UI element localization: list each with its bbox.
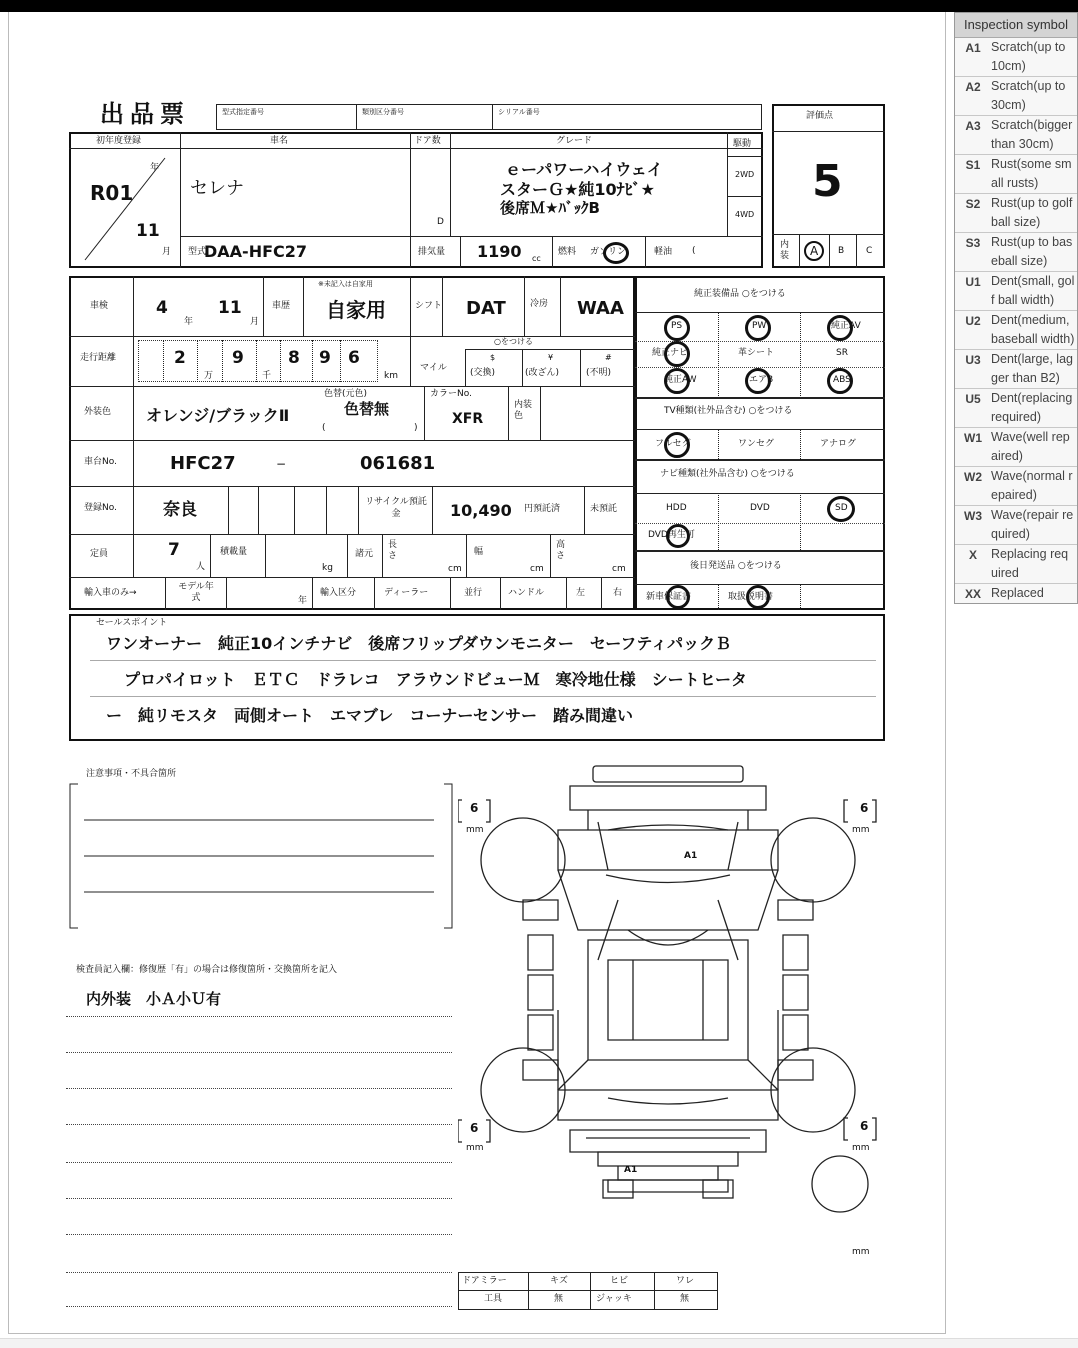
- sales-line-1: ワンオーナー 純正10インチナビ 後席フリップダウンモニター セーフティパックＢ: [106, 634, 732, 653]
- legend-desc: Rust(some small rusts): [991, 157, 1072, 190]
- model-year-unit: 年: [298, 596, 308, 606]
- legend-desc: Wave(well repaired): [991, 430, 1070, 463]
- legend-code: S2: [965, 197, 981, 211]
- equip-navi: 純正ナビ: [652, 348, 689, 358]
- tire-fl-unit: mm: [466, 825, 484, 835]
- equip-aw-circle: [664, 368, 690, 394]
- chassis-dash: −: [276, 457, 287, 471]
- equip-abs: ABS: [833, 375, 851, 385]
- later-manual-circle: [746, 585, 770, 609]
- legend-desc: Dent(replacing required): [991, 391, 1073, 424]
- inspector-value: 内外装 小Ａ小Ｕ有: [86, 990, 222, 1008]
- color-value: オレンジ/ブラックⅡ: [146, 406, 290, 425]
- fuel-gasoline: ガソリン: [590, 247, 627, 257]
- mile-label: マイル: [420, 363, 447, 373]
- inspection-label: 車検: [90, 301, 109, 311]
- chassis-label: 車台No.: [84, 457, 117, 467]
- usage-note: ※未記入は自家用: [318, 280, 373, 288]
- hdr-label-3: シリアル番号: [498, 108, 540, 116]
- eval-label: 評価点: [806, 111, 834, 121]
- recycle-paid: 円預託済: [524, 504, 561, 514]
- mileage-digit-5: 8: [288, 348, 300, 368]
- displacement-unit: cc: [532, 254, 541, 263]
- tools-h2: キズ: [550, 1276, 568, 1286]
- legend-row: [955, 194, 1077, 233]
- damage-mark-rear: A1: [624, 1165, 638, 1175]
- width-label: 幅: [474, 547, 484, 557]
- recycle-label: リサイクル預託金: [365, 497, 427, 519]
- legend-row: [955, 233, 1077, 272]
- car-name: セレナ: [190, 178, 244, 199]
- tools-v2: 無: [554, 1294, 564, 1304]
- grade-line-2: スターＧ★純10ﾅﾋﾞ★: [500, 180, 655, 199]
- aircon-value: WAA: [577, 298, 624, 319]
- tire-rl-unit: mm: [466, 1143, 484, 1153]
- tire-rr-unit: mm: [852, 1143, 870, 1153]
- mileage-digit-2: 2: [174, 348, 186, 368]
- equipment-header: 純正装備品 ○をつける: [694, 289, 786, 299]
- fuel-diesel: 軽油: [654, 247, 673, 257]
- equip-abs-circle: [827, 368, 853, 394]
- mileage-label: 走行距離: [80, 353, 117, 363]
- legend-row: [955, 545, 1077, 584]
- tools-h3: ヒビ: [610, 1276, 629, 1286]
- legend-code: S1: [965, 158, 981, 172]
- aircon-label: 冷房: [530, 299, 549, 309]
- inspector-label: 検査員記入欄：修復歴「有」の場合は修復箇所・交換箇所を記入: [76, 965, 338, 975]
- mile-opt-3: (不明): [586, 368, 612, 378]
- legend-desc: Scratch(up to 10cm): [991, 40, 1066, 73]
- notes-bracket: [66, 776, 456, 936]
- length-label: 長さ: [388, 540, 398, 561]
- equip-ps-circle: [664, 315, 690, 341]
- length-unit: cm: [448, 564, 462, 574]
- legend-desc: Replaced: [991, 586, 1044, 600]
- legend-code: A2: [965, 80, 981, 94]
- dims-label: 諸元: [355, 549, 374, 559]
- tv-fullseg: フルセグ: [655, 439, 691, 449]
- displacement-value: 1190: [477, 242, 522, 261]
- spare-tire-unit: mm: [852, 1247, 870, 1257]
- tools-v4: 無: [680, 1294, 690, 1304]
- reg-year-unit: 年: [150, 163, 160, 173]
- header-boxes: [216, 104, 762, 130]
- tire-rl: 6: [470, 1121, 479, 1135]
- reg-diagonal: [70, 150, 180, 266]
- legend-desc: Dent(large, lagger than B2): [991, 352, 1073, 385]
- navi-dvd: DVD: [750, 503, 770, 513]
- door-label: ドア数: [414, 136, 441, 146]
- equip-leather: 革シート: [738, 348, 775, 358]
- mileage-digit-3: 9: [232, 348, 244, 368]
- mileage-man: 万: [204, 371, 214, 381]
- later-warranty-circle: [666, 585, 690, 609]
- mile-opt-2: (改ざん): [525, 368, 560, 378]
- equip-airbag-circle: [745, 368, 774, 394]
- int-grade-c: C: [866, 246, 873, 256]
- legend-code: U5: [965, 392, 981, 406]
- legend-row: [955, 38, 1077, 77]
- legend-row: [955, 116, 1077, 155]
- mile-opt-2-sym: ¥: [548, 353, 554, 362]
- car-diagram: [458, 760, 888, 1220]
- hdr-label-2: 類別区分番号: [362, 108, 404, 116]
- color-change-label: 色替(元色): [324, 389, 368, 399]
- legend-row: [955, 350, 1077, 389]
- mile-opt-header: ○をつける: [494, 337, 533, 346]
- tools-v1: 工具: [484, 1294, 503, 1304]
- legend-desc: Wave(normal repaired): [991, 469, 1073, 502]
- legend-title: Inspection symbol: [955, 13, 1077, 38]
- color-change-value: 色替無: [344, 400, 390, 418]
- fuel-circle: [603, 242, 629, 264]
- legend-desc: Rust(up to baseball size): [991, 235, 1073, 268]
- mileage-digit-7: 6: [348, 348, 360, 368]
- reg-month: 11: [136, 221, 160, 241]
- damage-mark-front: A1: [684, 851, 698, 861]
- score-value: 5: [812, 156, 843, 207]
- equip-pw-circle: [745, 315, 771, 341]
- navi-dvd-play-circle: [666, 524, 690, 548]
- legend-code: W3: [964, 509, 982, 523]
- plate-label: 登録No.: [84, 503, 117, 513]
- import-dealer: ディーラー: [384, 588, 429, 598]
- plate-value: 奈良: [163, 500, 197, 520]
- legend-code: U3: [965, 353, 981, 367]
- int-grade-a-circle: [804, 241, 824, 261]
- legend-code: X: [968, 548, 977, 562]
- height-unit: cm: [612, 564, 626, 574]
- bottom-edge: [0, 1338, 1078, 1348]
- drive-4wd: 4WD: [735, 210, 755, 219]
- equip-aw: 純正AW: [664, 375, 697, 385]
- navi-sd: SD: [835, 503, 848, 513]
- inspection-year-unit: 年: [184, 317, 194, 327]
- capacity-label: 定員: [90, 549, 109, 559]
- int-grade-b: B: [838, 246, 845, 256]
- sheet-title: 出品票: [100, 100, 190, 128]
- usage-value: 自家用: [326, 298, 386, 322]
- load-label: 積載量: [220, 547, 248, 557]
- inspection-month-unit: 月: [250, 317, 260, 327]
- navi-dvd-play: DVD再生可: [648, 530, 695, 540]
- navi-hdd: HDD: [666, 503, 687, 513]
- equip-av: 純正AV: [831, 321, 861, 331]
- displacement-label: 排気量: [418, 247, 446, 257]
- legend-row: [955, 311, 1077, 350]
- sales-line-3: ー 純リモスタ 両側オート エマブレ コーナーセンサー 踏み間違い: [106, 706, 634, 725]
- tv-fullseg-circle: [664, 432, 690, 458]
- color-label: 外装色: [84, 407, 112, 417]
- mileage-unit: km: [384, 371, 398, 381]
- recycle-unpaid: 未預託: [590, 504, 618, 514]
- capacity-value: 7: [168, 540, 180, 560]
- tools-h1: ドアミラー: [462, 1276, 507, 1286]
- later-warranty: 新車保証書: [646, 592, 692, 602]
- legend-row: [955, 155, 1077, 194]
- load-unit: kg: [322, 563, 333, 573]
- tire-fr-unit: mm: [852, 825, 870, 835]
- import-parallel: 並行: [464, 588, 483, 598]
- equip-av-circle: [827, 315, 853, 341]
- mile-opt-1-sym: $: [490, 353, 496, 362]
- equip-navi-circle: [664, 341, 690, 367]
- color-paren-close: ): [414, 423, 418, 433]
- later-header: 後日発送品 ○をつける: [690, 561, 782, 571]
- mile-opt-3-sym: #: [605, 353, 612, 362]
- width-unit: cm: [530, 564, 544, 574]
- tools-h4: ワレ: [676, 1276, 695, 1286]
- sales-line-2: プロパイロット ＥＴＣ ドラレコ アラウンドビューＭ 寒冷地仕様 シートヒータ: [124, 670, 748, 689]
- legend-desc: Scratch(bigger than 30cm): [991, 118, 1073, 151]
- grade-line-3: 後席Ｍ★ﾊﾞｯｸB: [500, 199, 600, 217]
- height-label: 高さ: [556, 540, 566, 561]
- int-grade-a: A: [810, 244, 819, 258]
- equip-pw: PW: [752, 321, 767, 331]
- legend-row: [955, 272, 1077, 311]
- hdr-label-1: 型式指定番号: [222, 108, 264, 116]
- legend-row: [955, 467, 1077, 506]
- capacity-unit: 人: [196, 562, 206, 572]
- legend-desc: Wave(repair required): [991, 508, 1074, 541]
- fuel-label: 燃料: [558, 247, 577, 257]
- handle-right: 右: [613, 588, 623, 598]
- tools-v3: ジャッキ: [596, 1294, 632, 1304]
- car-name-label: 車名: [270, 136, 289, 146]
- fuel-paren: (: [692, 246, 696, 256]
- handle-label: ハンドル: [508, 588, 545, 598]
- legend-row: [955, 389, 1077, 428]
- mile-opt-1: (交換): [470, 368, 496, 378]
- tv-header: TV種類(社外品含む) ○をつける: [664, 406, 793, 416]
- color-code-label: カラーNo.: [430, 389, 472, 399]
- import-type-label: 輸入区分: [320, 588, 357, 598]
- inspection-symbol-legend: [954, 12, 1078, 604]
- tire-fl: 6: [470, 801, 479, 815]
- interior-grade-label: 内装: [780, 240, 790, 261]
- legend-desc: Dent(medium, baseball width): [991, 313, 1075, 346]
- legend-code: A1: [965, 41, 981, 55]
- tire-rr: 6: [860, 1119, 869, 1133]
- mileage-digit-6: 9: [319, 348, 331, 368]
- tire-fr: 6: [860, 801, 869, 815]
- legend-row: [955, 77, 1077, 116]
- door-type: D: [437, 217, 444, 227]
- color-code: XFR: [452, 411, 484, 427]
- reg-month-unit: 月: [162, 247, 172, 257]
- legend-code: U1: [965, 275, 981, 289]
- legend-desc: Replacing required: [991, 547, 1069, 580]
- mileage-sen: 千: [262, 371, 272, 381]
- inspection-month: 11: [218, 298, 242, 318]
- navi-header: ナビ種類(社外品含む) ○をつける: [660, 469, 795, 479]
- model-year-label: モデル年式: [178, 582, 214, 603]
- reg-era-year: R01: [90, 181, 134, 205]
- tv-oneseg: ワンセグ: [738, 439, 775, 449]
- grade-label: グレード: [556, 136, 593, 146]
- legend-code: W2: [964, 470, 982, 484]
- later-manual: 取扱説明書: [728, 592, 774, 602]
- notes-label: 注意事項・不具合箇所: [86, 769, 177, 779]
- legend-row: [955, 584, 1077, 603]
- chassis-number: 061681: [360, 453, 436, 474]
- equip-airbag: エアB: [749, 375, 774, 385]
- legend-desc: Scratch(up to 30cm): [991, 79, 1066, 112]
- legend-code: A3: [965, 119, 981, 133]
- import-label: 輸入車のみ→: [84, 588, 137, 598]
- drive-2wd: 2WD: [735, 170, 755, 179]
- model-value: DAA-HFC27: [204, 242, 308, 261]
- legend-desc: Dent(small, golf ball width): [991, 274, 1075, 307]
- legend-code: XX: [964, 587, 981, 601]
- sales-label: セールスポイント: [96, 618, 168, 628]
- usage-label: 車歴: [272, 301, 291, 311]
- reg-label: 初年度登録: [96, 136, 142, 146]
- shift-value: DAT: [466, 298, 506, 319]
- top-bar: [0, 0, 1078, 12]
- recycle-amount: 10,490: [450, 501, 512, 520]
- handle-left: 左: [576, 588, 586, 598]
- equip-sr: SR: [836, 348, 848, 358]
- legend-row: [955, 506, 1077, 545]
- color-paren-open: (: [322, 423, 326, 433]
- tv-analog: アナログ: [820, 439, 857, 449]
- legend-desc: Rust(up to golf ball size): [991, 196, 1073, 229]
- chassis-model: HFC27: [170, 453, 236, 474]
- legend-row: [955, 428, 1077, 467]
- shift-label: シフト: [415, 301, 443, 311]
- legend-code: W1: [964, 431, 982, 445]
- grade-line-1: ｅーパワーハイウェイ: [505, 160, 663, 179]
- interior-color-label: 内装色: [514, 400, 533, 421]
- legend-code: S3: [965, 236, 981, 250]
- equip-ps: PS: [671, 321, 683, 331]
- drive-label: 駆動: [733, 139, 752, 149]
- inspection-year: 4: [156, 298, 168, 318]
- navi-sd-circle: [827, 496, 855, 522]
- legend-code: U2: [965, 314, 981, 328]
- model-label: 型式: [188, 247, 207, 257]
